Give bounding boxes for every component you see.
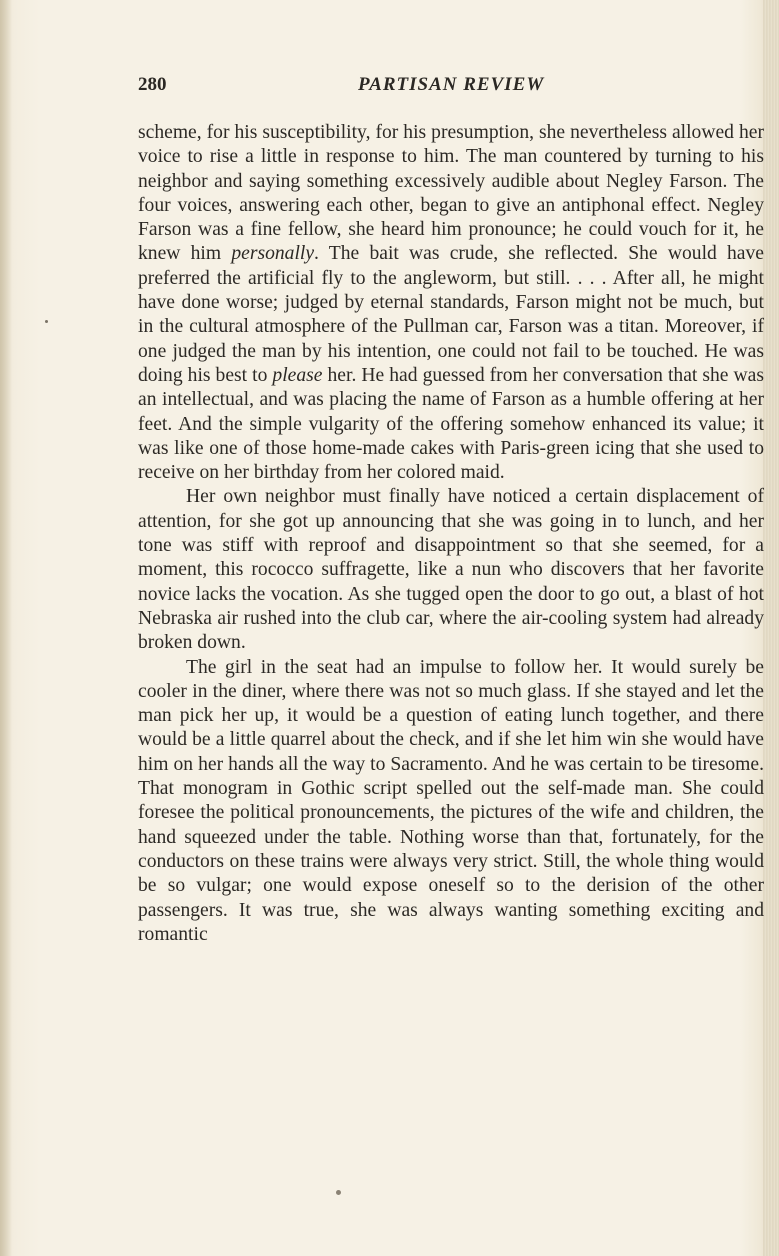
paragraph-1-part-c: her. He had guessed from her conversation that she was an intellectual, and was placing the name of Farson as a humble offering at her feet. And the simple vulgarity of the offering somehow enhanced its value; it was like one of those home-made cakes with Paris-green icing that she used to receive on her birthday from her colored maid.: [138, 364, 764, 484]
margin-speck: [45, 320, 48, 323]
page-header: [138, 74, 760, 104]
page-edge: [763, 0, 779, 1256]
paragraph-1-part-b: . The bait was crude, she reflected. She would have preferred the artificial fly to the angleworm, but still. . . . After all, he might have done worse; judged by eternal standards, Farson might not be much, but in the cultural atmosphere of the Pullman car, Farson was a titan. Moreover, if one judged the man by his intention, one could not fail to be touched. He was doing his best to: [138, 243, 764, 386]
emphasis-please: please: [272, 364, 323, 386]
running-head: PARTISAN REVIEW: [358, 74, 545, 95]
paragraph-1-part-a: scheme, for his susceptibility, for his presumption, she nevertheless allowed her voice to rise a little in response to him. The man countered by turning to his neighbor and saying something excessively audible about Negley Farson. The four voices, answering each other, began to give an antiphonal effect. Negley Farson was a fine fellow, she heard him pronounce; he could vouch for it, he knew him: [138, 122, 764, 265]
paragraph-3: The girl in the seat had an impulse to follow her. It would surely be cooler in the diner, where there was not so much glass. If she stayed and let the man pick her up, it would be a question of eating lunch together, and there would be a little quarrel about the check, and if she let him win she would have him on her hands all the way to Sacramento. And he was certain to be tiresome. That monogram in Gothic script spelled out the self-made man. She could foresee the political pronouncements, the pictures of the wife and children, the hand squeezed under the table. Nothing worse than that, fortunately, for the conductors on these trains were always very strict. Still, the whole thing would be so vulgar; one would expose oneself so to the derision of the other passengers. It was true, she was always wanting something exciting and romantic: [138, 656, 764, 945]
body-text: [138, 121, 764, 947]
paragraph-1: [138, 121, 764, 485]
page-number: 280: [138, 74, 167, 95]
bottom-speck: [336, 1190, 341, 1195]
emphasis-personally: personally: [231, 243, 315, 265]
paragraph-2: Her own neighbor must finally have noticed a certain displacement of attention, for she got up announcing that she was going in to lunch, and her tone was stiff with reproof and disappointment so that she seemed, for a moment, this rococco suffragette, like a nun who discovers that her favorite novice lacks the vocation. As she tugged open the door to go out, a blast of hot Nebraska air rushed into the club car, where the air-cooling system had already broken down.: [138, 486, 764, 654]
gutter-shadow: [0, 0, 12, 1256]
